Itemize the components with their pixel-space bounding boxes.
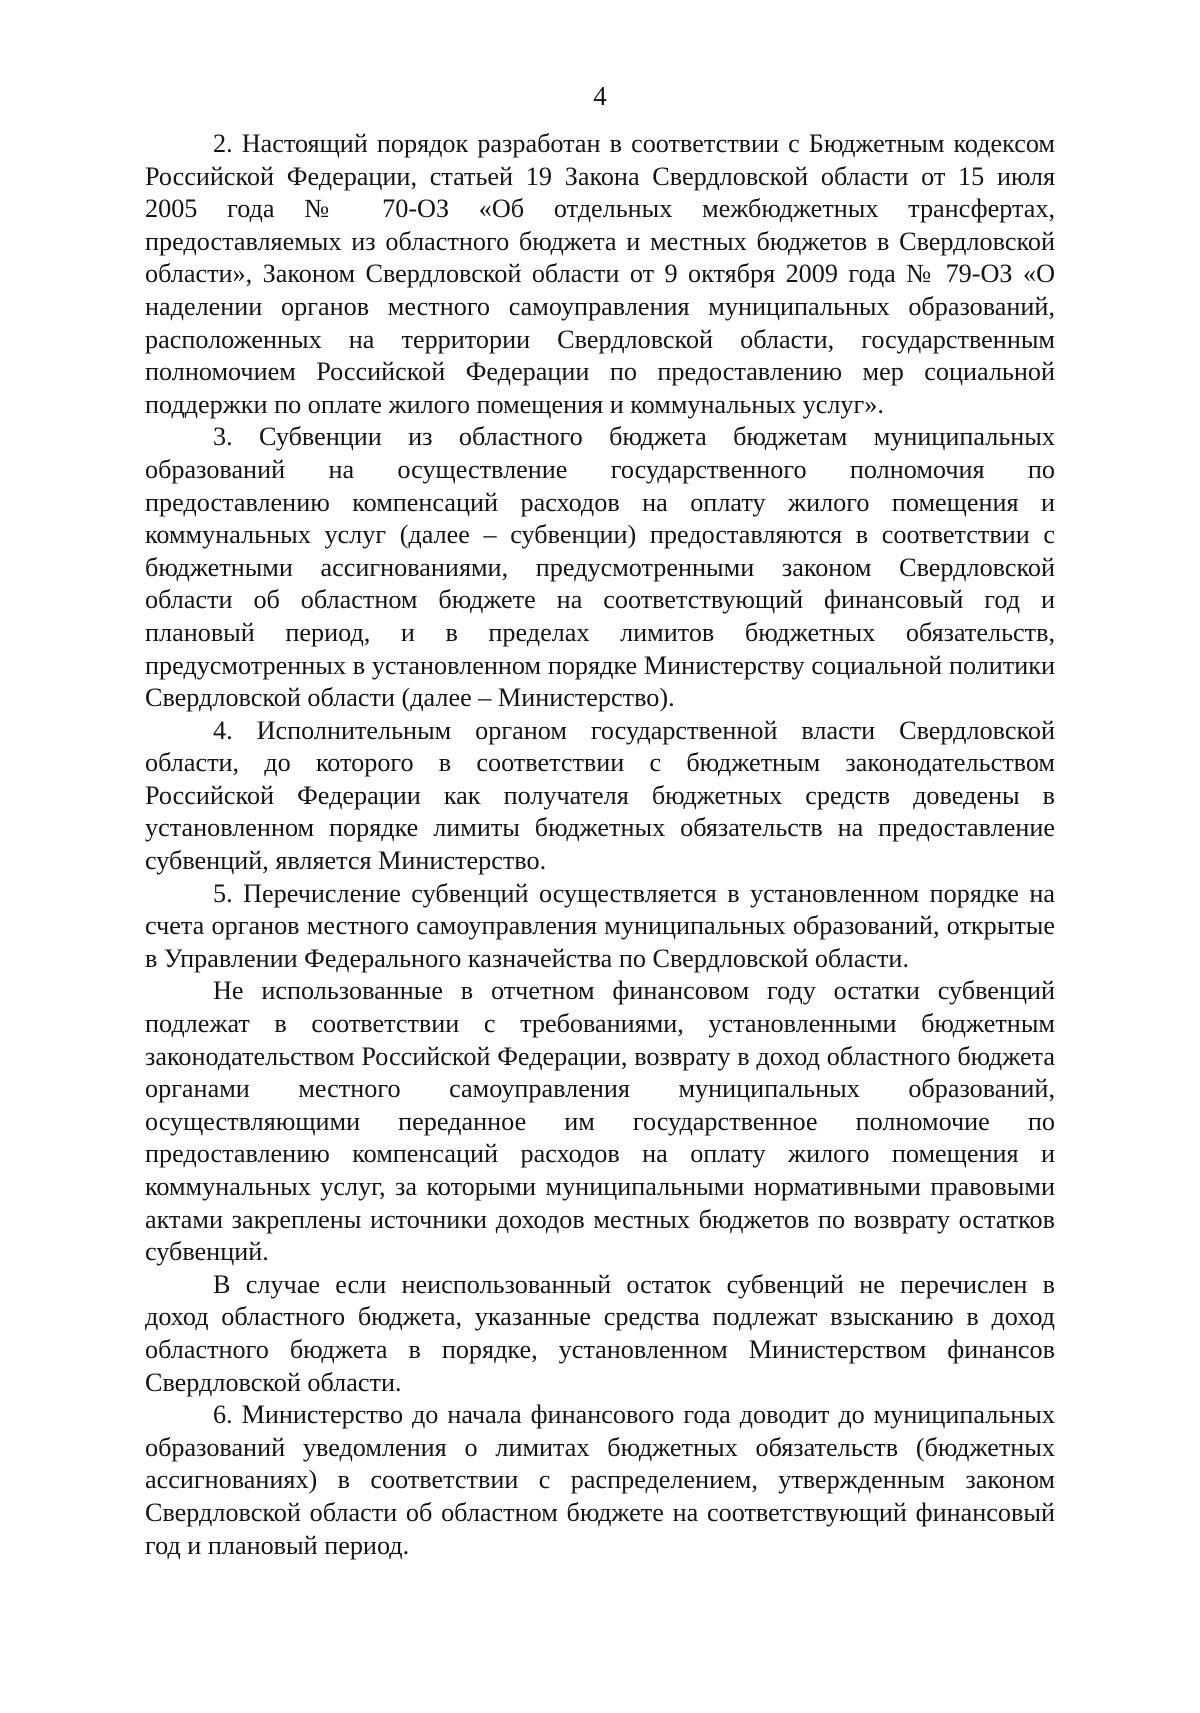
- paragraph-5-recovery: В случае если неиспользованный остаток субвенций не перечислен в доход областного бюджета, указанные средства подлежат взысканию в доход областного бюджета в порядке, установленном Министерством финансов Свердловской области.: [145, 1269, 1055, 1397]
- paragraph-5-unused-balances: Не использованные в отчетном финансовом году остатки субвенций подлежат в соответствии с требованиями, установленными бюджетным законодательством Российской Федерации, возврату в доход областного бюджета органами местного самоуправления муниципальных образований, осуществляющими переданное им государственное полномочие по предоставлению компенсаций расходов на оплату жилого помещения и коммунальных услуг, за которыми муниципальными нормативными правовыми актами закреплены источники доходов местных бюджетов по возврату остатков субвенций.: [145, 976, 1055, 1267]
- document-body: [145, 128, 1055, 1562]
- paragraph-6: 6. Министерство до начала финансового года доводит до муниципальных образований уведомления о лимитах бюджетных обязательств (бюджетных ассигнованиях) в соответствии с распределением, утвержденным законом Свердловской области об областном бюджете на соответствующий финансовый год и плановый период.: [145, 1400, 1055, 1560]
- paragraph-4: 4. Исполнительным органом государственной власти Свердловской области, до которого в соответствии с бюджетным законодательством Российской Федерации как получателя бюджетных средств доведены в установленном порядке лимиты бюджетных обязательств на предоставление субвенций, является Министерство.: [145, 715, 1055, 876]
- page-number: 4: [593, 81, 607, 111]
- paragraph-2: 2. Настоящий порядок разработан в соответствии с Бюджетным кодексом Российской Федерации, статьей 19 Закона Свердловской области от 15 июля 2005 года № 70-ОЗ «Об отдельных межбюджетных трансфертах, предоставляемых из областного бюджета и местных бюджетов в Свердловской области», Законом Свердловской области от 9 октября 2009 года № 79-ОЗ «О наделении органов местного самоуправления муниципальных образований, расположенных на территории Свердловской области, государственным полномочием Российской Федерации по предоставлению мер социальной поддержки по оплате жилого помещения и коммунальных услуг».: [145, 129, 1055, 419]
- paragraph-5: 5. Перечисление субвенций осуществляется в установленном порядке на счета органов местного самоуправления муниципальных образований, открытые в Управлении Федерального казначейства по Свердловской области.: [145, 878, 1055, 973]
- paragraph-3: 3. Субвенции из областного бюджета бюджетам муниципальных образований на осуществление государственного полномочия по предоставлению компенсаций расходов на оплату жилого помещения и коммунальных услуг (далее – субвенции) предоставляются в соответствии с бюджетными ассигнованиями, предусмотренными законом Свердловской области об областном бюджете на соответствующий финансовый год и плановый период, и в пределах лимитов бюджетных обязательств, предусмотренных в установленном порядке Министерству социальной политики Свердловской области (далее – Министерство).: [145, 422, 1055, 713]
